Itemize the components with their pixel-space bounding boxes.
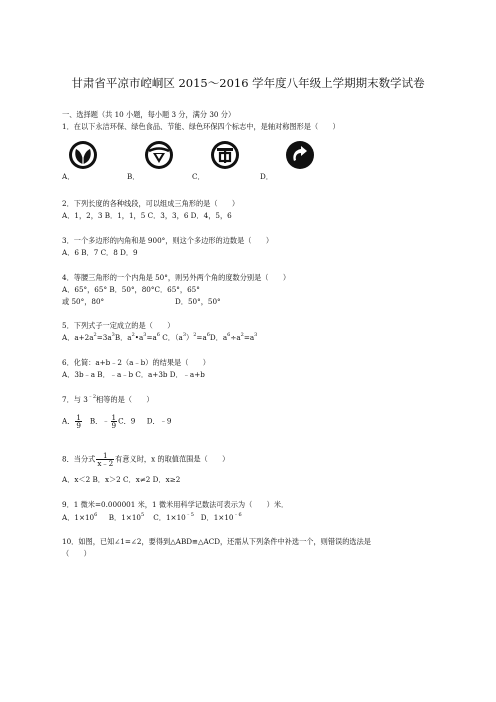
q10-stem: 10．如图，已知∠1=∠2，要得到△ABD≌△ACD，还需从下列条件中补选一个，则错误的选法是	[62, 537, 371, 546]
q8-options: A．x＜2 B．x＞2 C．x≠2 D．x≥2	[62, 475, 181, 484]
energy-saving-logo-icon	[210, 140, 240, 170]
q1-option-d: D．	[260, 172, 273, 181]
q8-fraction: $\frac{1}{x﹣2}$	[97, 451, 114, 469]
q6-options: A．3b﹣a B．﹣a﹣b C．a+3b D．﹣a+b	[62, 370, 205, 379]
q4-options-line2a: 或 50°，80°	[62, 297, 105, 306]
q5-stem: 5．下列式子一定成立的是（ ）	[62, 321, 175, 330]
q4-options-line1: A．65°，65° B．50°，80°C．65°，65°	[62, 285, 200, 294]
recycle-logo-icon	[285, 140, 315, 170]
q1-option-c: C．	[192, 172, 205, 181]
q4-options-line2b: D．50°，50°	[175, 297, 221, 306]
q7-fraction-a: $\frac{1}{9}$	[76, 413, 81, 431]
section-heading: 一、选择题（共 10 小题，每小题 3 分，满分 30 分）	[62, 110, 236, 119]
q10-stem-line2: （ ）	[62, 549, 91, 558]
q7-fraction-b: $\frac{1}{9}$	[111, 413, 117, 431]
q6-stem: 6．化简：a+b﹣2（a﹣b）的结果是（ ）	[62, 358, 210, 367]
q7-options: A． $\frac{1}{9}$ B．﹣ $\frac{1}{9}$ C．9 D．﹣9	[62, 413, 172, 431]
q2-options: A．1，2，3 B．1，1，5 C．3，3，6 D．4，5，6	[62, 211, 232, 220]
q1-option-b: B．	[127, 172, 140, 181]
exam-title: 甘肃省平凉市崆峒区 2015～2016 学年度八年级上学期期末数学试卷	[71, 76, 425, 90]
q1-option-a: A．	[62, 172, 75, 181]
q2-stem: 2．下列长度的各种线段，可以组成三角形的是（ ）	[62, 199, 240, 208]
q3-options: A．6 B．7 C．8 D．9	[62, 248, 138, 257]
q1-stem: 1．在以下永洁环保、绿色食品、节能、绿色环保四个标志中，是轴对称图形是（ ）	[62, 122, 340, 131]
q3-stem: 3．一个多边形的内角和是 900°，则这个多边形的边数是（ ）	[62, 236, 274, 245]
q9-options: A．$1\times 10^6$ B．$1\times 10^5$ C．$1\times 10^{﹣5}$ D．$1\times 10^{﹣6}$	[62, 512, 242, 522]
q5-options: A．$a+2a^2=3a^3B$．$a^2•a^3=a^6$ C．$(a^3)^2=a^6D$．$a^6\div a^2=a^3$	[62, 332, 258, 342]
q7-stem: 7．与 $3^{﹣2}$相等的是（ ）	[62, 394, 154, 404]
q9-stem: 9．1 微米=0.000001 米，1 微米用科学记数法可表示为（ ）米．	[62, 500, 289, 509]
q4-stem: 4．等腰三角形的一个内角是 50°，则另外两个角的度数分别是（ ）	[62, 273, 291, 282]
q8-stem: 8．当分式 $\frac{1}{x﹣2}$ 有意义时，x 的取值范围是（ ）	[62, 451, 230, 469]
green-food-logo-icon	[144, 140, 174, 170]
leaf-logo-icon	[68, 140, 98, 170]
